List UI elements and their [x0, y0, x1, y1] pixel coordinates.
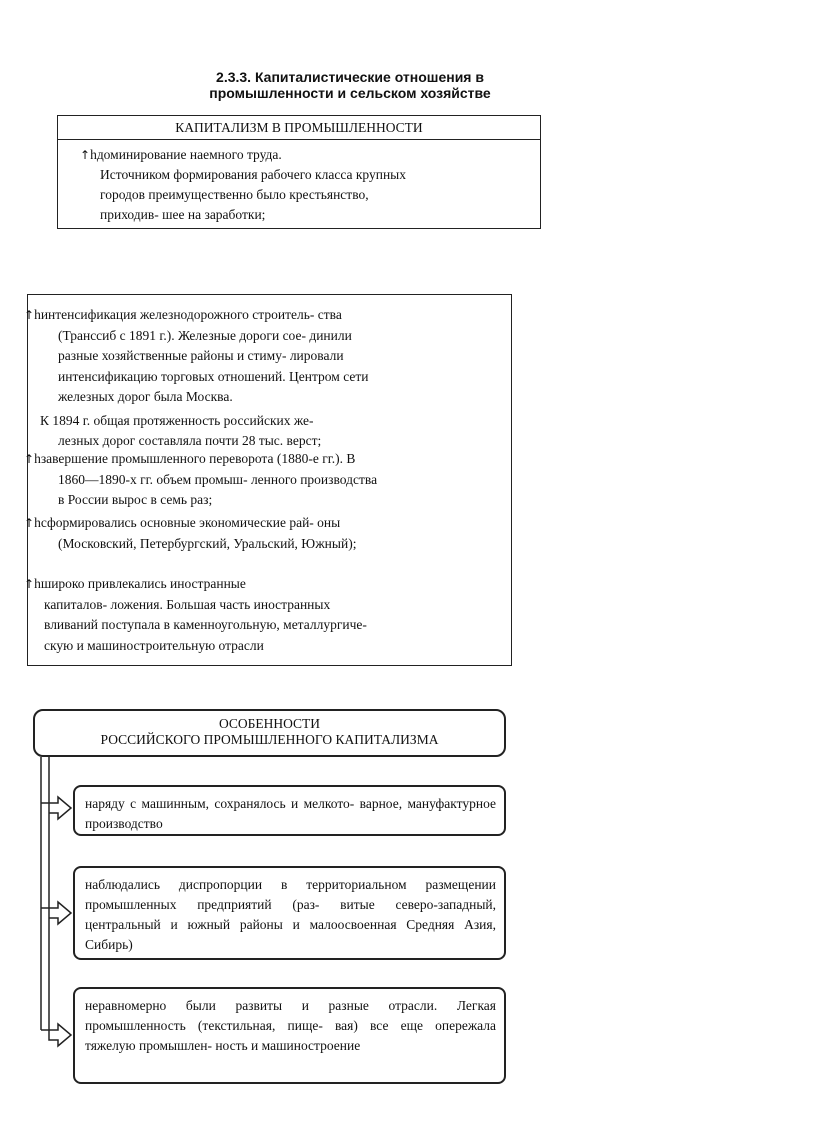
- item-line: (Московский, Петербургский, Уральский, Южный);: [58, 535, 357, 551]
- item-line: интенсификацию торговых отношений. Центром сети: [58, 368, 369, 384]
- up-arrow-icon: ↑: [24, 452, 35, 466]
- item-first-line: hсформировались основные экономические рай- оны: [34, 515, 341, 530]
- box1-line2: Источником формирования рабочего класса крупных: [100, 167, 406, 182]
- section-title-line2: промышленности и сельском хозяйстве: [209, 85, 491, 101]
- item-line: вливаний поступала в каменноугольную, металлургиче-: [44, 617, 367, 632]
- feature-box: наряду с машинным, сохранялось и мелкото- варное, мануфактурное производство: [73, 785, 506, 836]
- features-title-line1: ОСОБЕННОСТИ: [218, 716, 321, 731]
- up-arrow-icon: ↑: [24, 516, 35, 530]
- item-line: 1860—1890-х гг. объем промыш- ленного производства: [58, 471, 378, 487]
- item-line: железных дорог была Москва.: [58, 389, 233, 404]
- features-header: [33, 709, 506, 757]
- up-arrow-icon: ↑: [24, 308, 35, 322]
- features-title-line2: РОССИЙСКОГО ПРОМЫШЛЕННОГО КАПИТАЛИЗМА: [100, 732, 439, 747]
- item-line: в России вырос в семь раз;: [58, 492, 213, 507]
- right-arrow-icon: [41, 797, 71, 819]
- item-paragraph: К 1894 г. общая протяженность российских же-: [40, 412, 314, 428]
- item-first-line: hшироко привлекались иностранные: [34, 576, 246, 591]
- item-line: капиталов- ложения. Большая часть иностранных: [44, 596, 331, 612]
- item-line: скую и машиностроительную отрасли: [44, 637, 264, 653]
- section-title-line1: 2.3.3. Капиталистические отношения в: [216, 69, 484, 85]
- box1-heading: КАПИТАЛИЗМ В ПРОМЫШЛЕННОСТИ: [58, 116, 540, 140]
- up-arrow-icon: ↑: [80, 148, 91, 162]
- item-line: разные хозяйственные районы и стиму- лировали: [58, 348, 344, 363]
- box1-line1: hдоминирование наемного труда.: [90, 147, 282, 162]
- right-arrow-icon: [41, 1022, 71, 1046]
- box1-line4: приходив- шее на заработки;: [100, 207, 266, 222]
- item-line: лезных дорог составляла почти 28 тыс. верст;: [58, 433, 322, 448]
- item-first-line: hинтенсификация железнодорожного строитель- ства: [34, 307, 342, 322]
- box1-line3: городов преимущественно было крестьянство,: [100, 187, 369, 202]
- up-arrow-icon: ↑: [24, 577, 35, 591]
- feature-box: наблюдались диспропорции в территориальном размещении промышленных предприятий (раз- витые северо-западный, центральный и южный районы и малоосвоенная Средняя Азия, Сибирь): [73, 866, 506, 960]
- right-arrow-icon: [41, 902, 71, 924]
- feature-box: неравномерно были развиты и разные отрасли. Легкая промышленность (текстильная, пище- вая) все еще опережала тяжелую промышлен- ность и машиностроение: [73, 987, 506, 1084]
- item-line: (Транссиб с 1891 г.). Железные дороги сое- динили: [58, 327, 352, 343]
- item-first-line: hзавершение промышленного переворота (1880-е гг.). В: [34, 451, 356, 466]
